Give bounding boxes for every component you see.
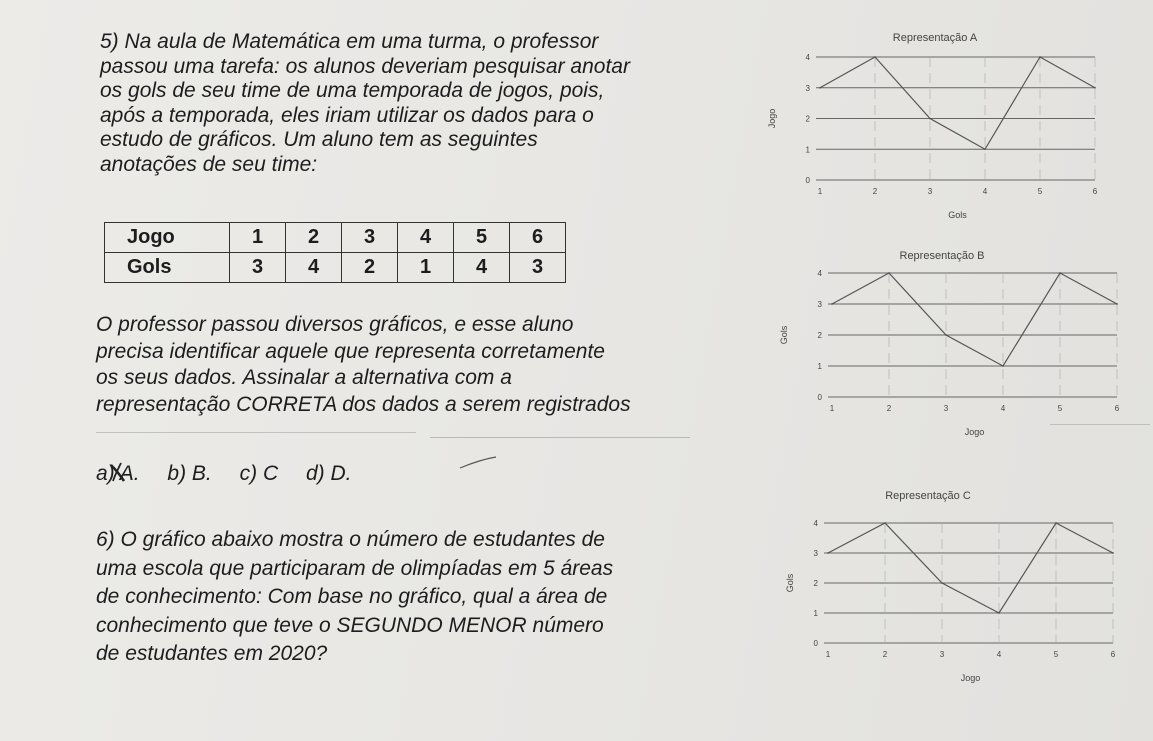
x-tick-label: 6 xyxy=(1110,650,1116,659)
table-cell: 4 xyxy=(286,253,342,283)
question-6-line: 6) O gráfico abaixo mostra o número de estudantes de xyxy=(96,528,605,551)
data-point xyxy=(998,612,1000,614)
question-5-line: passou uma tarefa: os alunos deveriam pesquisar anotar xyxy=(100,54,630,78)
x-tick-label: 1 xyxy=(817,187,823,196)
pen-mark-icon xyxy=(109,461,127,483)
x-tick-label: 6 xyxy=(1092,187,1098,196)
prompt-line: precisa identificar aquele que representa corretamente xyxy=(96,339,605,363)
x-tick-label: 4 xyxy=(996,650,1002,659)
x-axis-label: Jogo xyxy=(960,673,981,683)
data-point xyxy=(1055,522,1057,524)
y-tick-label: 0 xyxy=(805,176,810,185)
y-tick-label: 3 xyxy=(817,300,822,309)
data-point xyxy=(874,56,876,58)
table-cell: 4 xyxy=(454,253,510,283)
y-axis-label: Gols xyxy=(779,325,789,345)
x-tick-label: 5 xyxy=(1037,187,1043,196)
question-5-line: 5) Na aula de Matemática em uma turma, o professor xyxy=(100,30,599,53)
x-tick-label: 2 xyxy=(872,187,878,196)
question-5-line: os gols de seu time de uma temporada de jogos, pois, xyxy=(100,79,605,102)
alternative-b[interactable]: b) B. xyxy=(167,462,212,485)
data-point xyxy=(831,303,833,305)
table-row-label: Gols xyxy=(105,253,230,283)
x-tick-label: 3 xyxy=(927,187,933,196)
x-tick-label: 5 xyxy=(1053,650,1059,659)
data-point xyxy=(1112,552,1114,554)
question-6-line: de estudantes em 2020? xyxy=(96,642,328,665)
goals-table xyxy=(104,222,566,283)
table-cell: 2 xyxy=(342,253,398,283)
question-5-line: estudo de gráficos. Um aluno tem as seguintes xyxy=(100,128,538,151)
chart-title: Representação B xyxy=(899,250,985,262)
y-tick-label: 2 xyxy=(813,579,818,588)
table-cell: 1 xyxy=(230,223,286,253)
data-point xyxy=(984,148,986,150)
y-tick-label: 4 xyxy=(805,53,810,62)
data-point xyxy=(884,522,886,524)
x-tick-label: 4 xyxy=(1000,404,1006,413)
chart-title: Representação A xyxy=(892,32,978,44)
y-tick-label: 3 xyxy=(805,83,810,93)
data-point xyxy=(888,272,890,274)
table-cell: 5 xyxy=(454,223,510,253)
y-tick-label: 2 xyxy=(817,331,822,340)
y-tick-label: 2 xyxy=(805,114,810,124)
data-point xyxy=(1002,365,1004,367)
x-tick-label: 6 xyxy=(1114,404,1120,413)
prompt-line: O professor passou diversos gráficos, e esse aluno xyxy=(96,313,574,336)
x-axis-label: Jogo xyxy=(964,427,985,437)
data-point xyxy=(941,582,943,584)
table-cell: 3 xyxy=(230,253,286,283)
x-tick-label: 3 xyxy=(939,650,945,659)
question-6-text xyxy=(96,528,613,671)
table-cell: 4 xyxy=(398,223,454,253)
y-axis-label: Gols xyxy=(785,573,795,593)
alternative-d[interactable]: d) D. xyxy=(305,462,352,485)
y-tick-label: 0 xyxy=(813,639,818,648)
question-6-line: uma escola que participaram de olimpíadas em 5 áreas xyxy=(96,556,614,580)
data-point xyxy=(819,87,821,89)
data-point xyxy=(1116,303,1118,305)
table-cell: 1 xyxy=(398,253,454,283)
table-cell: 3 xyxy=(510,253,566,283)
alternative-c[interactable]: c) C xyxy=(239,462,279,485)
table-row xyxy=(105,253,566,283)
x-tick-label: 1 xyxy=(825,650,831,659)
y-tick-label: 1 xyxy=(805,145,810,155)
table-cell: 6 xyxy=(510,223,566,253)
table-row xyxy=(105,223,566,253)
y-axis-label: Jogo xyxy=(767,108,777,129)
y-tick-label: 4 xyxy=(817,269,822,278)
series-line xyxy=(820,57,1095,149)
faint-divider xyxy=(96,432,416,433)
y-tick-label: 1 xyxy=(817,362,822,371)
prompt-line: representação CORRETA dos dados a serem registrados xyxy=(96,392,631,416)
data-point xyxy=(827,552,829,554)
x-tick-label: 2 xyxy=(886,404,892,413)
pen-stroke-icon xyxy=(458,456,498,470)
y-tick-label: 4 xyxy=(813,519,818,528)
prompt-line: os seus dados. Assinalar a alternativa com a xyxy=(96,366,512,389)
question-5-prompt xyxy=(96,313,631,419)
data-point xyxy=(945,334,947,336)
data-point xyxy=(929,118,931,120)
chart-title: Representação C xyxy=(885,490,971,502)
table-header-label: Jogo xyxy=(105,223,230,253)
x-tick-label: 5 xyxy=(1057,404,1063,413)
table-cell: 2 xyxy=(286,223,342,253)
chart-representation-a xyxy=(760,25,1110,235)
y-tick-label: 0 xyxy=(817,393,822,402)
chart-representation-c xyxy=(778,483,1123,698)
x-tick-label: 2 xyxy=(882,650,888,659)
data-point xyxy=(1059,272,1061,274)
answer-alternatives xyxy=(96,462,373,486)
series-line xyxy=(832,273,1117,366)
y-tick-label: 1 xyxy=(813,609,818,618)
faint-divider xyxy=(430,437,690,438)
x-tick-label: 4 xyxy=(982,187,988,196)
series-line xyxy=(828,523,1113,613)
alternative-a[interactable]: a) A. xyxy=(96,462,140,485)
question-5-line: após a temporada, eles iriam utilizar os dados para o xyxy=(100,103,594,127)
question-5-text xyxy=(100,30,630,177)
x-tick-label: 3 xyxy=(943,404,949,413)
y-tick-label: 3 xyxy=(813,549,818,558)
question-6-line: conhecimento que teve o SEGUNDO MENOR número xyxy=(96,613,604,637)
chart-representation-b xyxy=(772,245,1137,450)
question-6-line: de conhecimento: Com base no gráfico, qual a área de xyxy=(96,585,608,608)
data-point xyxy=(1094,87,1096,89)
x-tick-label: 1 xyxy=(829,404,835,413)
x-axis-label: Gols xyxy=(948,210,967,220)
data-point xyxy=(1039,56,1041,58)
question-5-line: anotações de seu time: xyxy=(100,152,318,176)
table-cell: 3 xyxy=(342,223,398,253)
